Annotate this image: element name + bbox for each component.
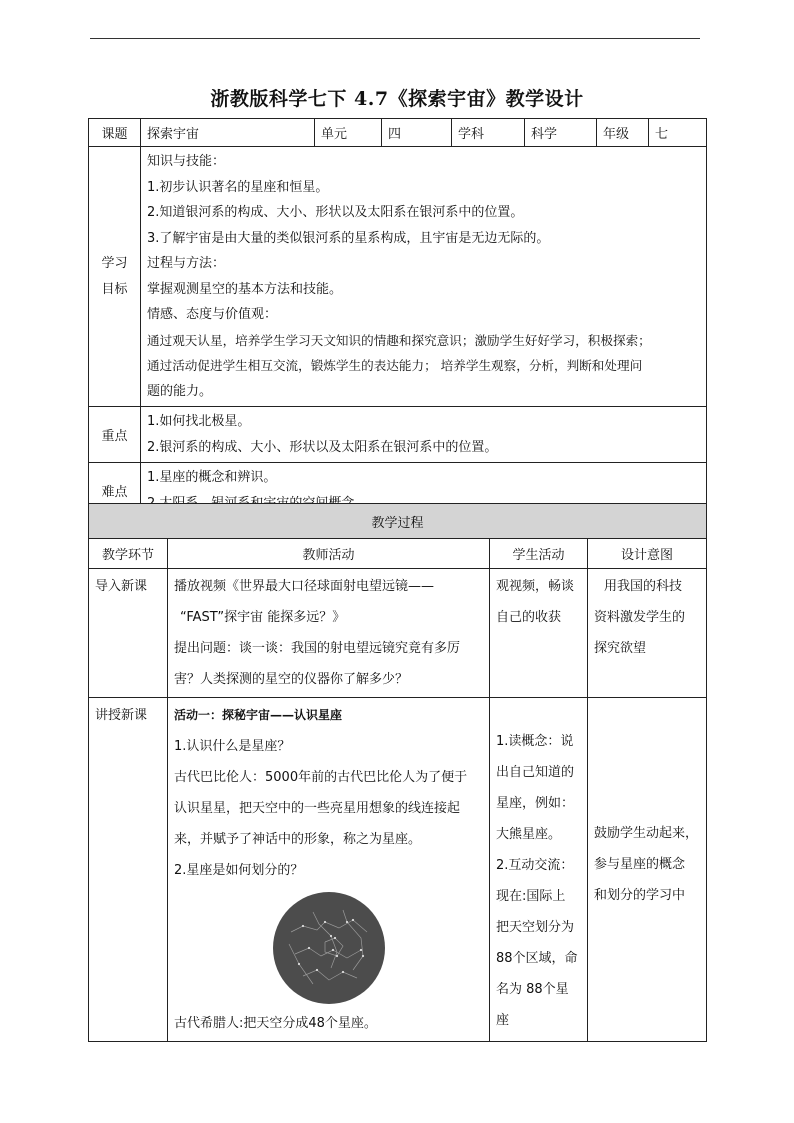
objective-line: 通过观天认星，培养学生学习天文知识的情趣和探究意识；激励学生好好学习，积极探索； [147,332,651,348]
intro-teacher: 播放视频《世界最大口径球面射电望远镜—— “FAST”探宇宙 能探多远？》 提出问题：谈一谈：我国的射电望远镜究竟有多厉 害？人类探测的星空的仪器你了解多少？ [168,569,490,698]
process-header-row [89,539,707,569]
objective-line: 通过活动促进学生相互交流，锻炼学生的表达能力； 培养学生观察，分析，判断和处理问 [147,358,643,373]
new-lesson-row [89,698,707,1042]
new-stage: 讲授新课 [89,698,168,1042]
subject-label: 学科 [452,119,525,147]
col-header-student: 学生活动 [490,539,588,569]
objective-line: 情感、态度与价值观： [147,307,278,322]
col-header-intent: 设计意图 [588,539,707,569]
grade-value: 七 [649,119,707,147]
topic-label: 课题 [89,119,141,147]
difficulties-label: 难点 [89,463,141,519]
grade-label: 年级 [597,119,649,147]
intro-stage: 导入新课 [89,569,168,698]
topic-value: 探索宇宙 [141,119,315,147]
key-point-line: 1.如何找北极星。 [147,414,251,429]
key-point-line: 2.银河系的构成、大小、形状以及太阳系在银河系中的位置。 [147,439,498,455]
process-heading-row [89,504,707,539]
subject-value: 科学 [525,119,597,147]
objective-line: 3.了解宇宙是由大量的类似银河系的星系构成，且宇宙是无边无际的。 [147,230,550,246]
intro-student: 观视频，畅谈 自己的收获 [490,569,588,698]
constellation-lines [273,892,385,1004]
info-row [89,119,707,147]
objective-line: 1.初步认识著名的星座和恒星。 [147,179,329,195]
col-header-teacher: 教师活动 [168,539,490,569]
key-points-content [141,407,707,463]
objectives-content [141,147,707,407]
unit-label: 单元 [315,119,382,147]
new-teacher: 活动一：探秘宇宙——认识星座 1.认识什么是星座？ 古代巴比伦人：5000年前的古代巴比伦人为了便于 认识星星，把天空中的一些亮星用想象的线连接起 来，并赋予了神话中的形象，称之为星座。 2.星座是如何划分的？ 古代希腊人:把天空分成48个星座。 [168,698,490,1042]
star-map-image [273,892,385,1004]
difficulty-line: 1.星座的概念和辨识。 [147,470,277,485]
intro-row [89,569,707,698]
document-title: 浙教版科学七下 4.7《探索宇宙》教学设计 [210,88,584,110]
activity-title: 活动一：探秘宇宙——认识星座 [174,708,343,722]
objective-line: 知识与技能： [147,154,226,169]
objective-line: 2.知道银河系的构成、大小、形状以及太阳系在银河系中的位置。 [147,205,524,220]
unit-value: 四 [382,119,452,147]
objectives-label: 学习 目标 [89,147,141,407]
new-intent: 鼓励学生动起来， 参与星座的概念 和划分的学习中 [588,698,707,1042]
key-points-label: 重点 [89,407,141,463]
process-table [88,503,707,1042]
header-rule [90,38,700,39]
objectives-row [89,147,707,407]
new-student: 1.读概念：说 出自己知道的 星座，例如： 大熊星座。 2.互动交流： 现在:国际上 把天空划分为 88个区域，命 名为 88个星 座 [490,698,588,1042]
col-header-stage: 教学环节 [89,539,168,569]
process-heading: 教学过程 [89,504,707,539]
key-points-row [89,407,707,463]
objective-line: 题的能力。 [147,383,213,399]
info-table [88,118,707,519]
intro-intent: 用我国的科技 资料激发学生的 探究欲望 [588,569,707,698]
objective-line: 掌握观测星空的基本方法和技能。 [147,281,343,297]
objective-line: 过程与方法： [147,256,226,271]
